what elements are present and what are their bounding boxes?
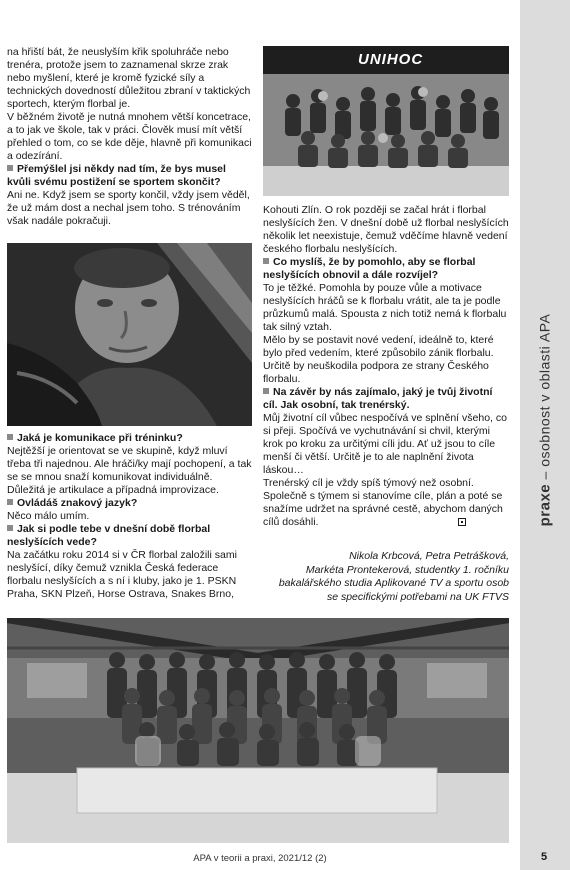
paragraph: Ani ne. Když jsem se sporty končil, vždy jsem věděl, že už mám dost a nechal jsem toho. S trénováním však nadále pokračuji. [7,189,250,227]
paragraph: Můj životní cíl vůbec nespočívá ve splnění všeho, co si přeji. Spočívá ve vychutnávání si chvil, kterými krok po kroku za určitými cíli jdu. Ať už jsou to cíle menší či větší. Určitě je to ale naplnění života láskou… [263,412,507,476]
bullet-square-icon [263,388,269,394]
question [7,523,252,549]
photo-player-portrait [7,243,252,426]
page-number: 5 [541,851,548,863]
question [7,497,252,510]
question-text: Jaká je komunikace při tréninku? [17,432,183,444]
bullet-square-icon [7,165,13,171]
question [263,386,509,412]
photo-banner-text: UNIHOC [358,51,424,68]
section-label-rest: – osobnost v oblasti APA [536,313,553,484]
credit-line: bakalářského studia Aplikované TV a sportu osob [278,577,509,589]
credit-line: Nikola Krbcová, Petra Petrášková, [349,550,509,562]
question [7,163,252,189]
left-column-bottom [7,432,252,601]
team-group-illustration [7,618,509,843]
paragraph: Kohouti Zlín. O rok později se začal hrát i florbal neslyšících žen. V dnešní době už florbal neslyšících několik let neexistuje, čemuž vděčíme hlavně vedení českého florbalu neslyšících. [263,204,509,255]
credit-line: se specifickými potřebami na UK FTVS [326,590,509,603]
right-column [263,204,509,529]
paragraph-text: Trenérský cíl je vždy spíš týmový než osobní. Společně s týmem si stanovíme cíle, plán a poté se snažíme udržet na správné cestě, abychom daných cílů dosáhli. [263,477,503,528]
portrait-illustration [7,243,252,426]
photo-team-group [7,618,509,843]
paragraph: na hřiští bát, že neuslyším křik spoluhráče nebo trenéra, protože jsem to zaznamenal skrze zrak nebo myšlení, které je kromě fyzické síly a technických dovedností důležitou zbraní v taktických sportech, kterým florbal je. [7,46,251,110]
paragraph: Mělo by se postavit nové vedení, ideálně to, které bylo před vedením, které způsobilo zánik florbalu. Určitě by neuškodila podpora ze strany Českého florbalu. [263,334,494,385]
paragraph: V běžném životě je nutná mnohem větší koncetrace, a to jak ve škole, tak v práci. Člověk musí mít větší přehled o tom, co se kde děje, hlavně při komunikaci a odezírání. [7,111,252,162]
bullet-square-icon [7,434,13,440]
section-label-strong: praxe [536,483,554,527]
question-text: Jak si podle tebe v dnešní době florbal neslyšících vede? [7,523,211,548]
photo-team-celebration [263,46,509,196]
bullet-square-icon [7,499,13,505]
credit-line: Markéta Prontekerová, studentky 1. ročníku [305,563,509,576]
question-text: Co myslíš, že by pomohlo, aby se florbal neslyšících obnovil a dále rozvíjel? [263,256,476,281]
question [263,256,509,282]
page-footer: APA v teorii a praxi, 2021/12 (2) [193,853,327,864]
bullet-square-icon [7,525,13,531]
question-text: Na závěr by nás zajímalo, jaký je tvůj životní cíl. Jak osobní, tak trenérský. [263,386,493,411]
question-text: Ovládáš znakový jazyk? [17,497,138,509]
bullet-square-icon [263,258,269,264]
question-text: Přemýšlel jsi někdy nad tím, že bys musel kvůli svému postižení se sportem skončit? [7,163,226,188]
question [7,432,252,445]
paragraph: To je těžké. Pomohla by pouze vůle a motivace neslyšících hráčů se k florbalu vrátit, ale ta je podle průzkumů malá. Spousta z nich totiž nemá k florbalu tak silný vztah. [263,282,507,333]
paragraph: Nejtěžší je orientovat se ve skupině, když mluví třeba tři najednou. Ale hráči/ky mají pochopení, a tak se se mnou snaží komunikovat individuálně. Důležitá je artikulace a případná improvizace. [7,445,252,496]
section-label [537,314,554,527]
paragraph: Něco málo umím. [7,510,90,522]
end-of-article-icon [458,518,466,526]
left-column [7,46,252,228]
paragraph [263,477,509,529]
paragraph: Na začátku roku 2014 si v ČR florbal založili sami neslyšící, díky čemuž vznikla Česká federace florbalu neslyšících a s ní i kluby, jako je 1. PSKN Praha, SKN Plzeň, Horse Ostrava, Snakes Brno, [7,549,237,600]
article-credits [263,550,509,604]
